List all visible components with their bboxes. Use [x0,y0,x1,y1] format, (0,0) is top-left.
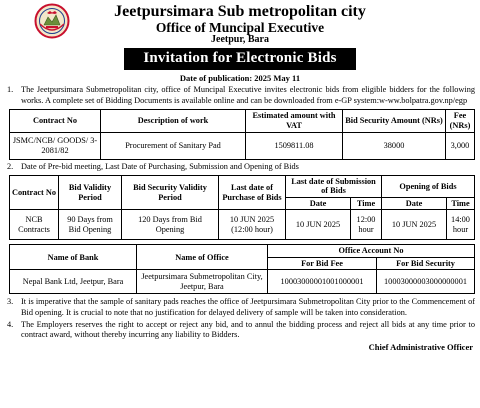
bid-security-cell: 38000 [343,132,446,159]
column-header: Contract No [10,109,101,132]
table-row [10,210,475,240]
paragraph-number: 3. [7,297,14,307]
paragraph-1 [5,85,475,105]
bank-account-table [9,244,475,294]
security-validity-cell: 120 Days from Bid Opening [122,210,219,240]
works-table [9,109,475,160]
fee-account-cell: 10003000001001000001 [268,270,377,294]
schedule-table [9,175,475,241]
paragraph-3 [5,297,475,317]
fee-cell: 3,000 [446,132,475,159]
column-header: Last date of Purchase of Bids [219,175,286,210]
paragraph-number: 4. [7,319,14,329]
submission-time-cell: 12:00 hour [351,210,382,240]
bank-name-cell: Nepal Bank Ltd, Jeetpur, Bara [10,270,137,294]
paragraph-text: The Employers reserves the right to accept or reject any bid, and to annul the bidding process and reject all bids at any time prior to contract award, without thereby incurring any liability to Bidders. [21,319,475,339]
column-header: Fee (NRs) [446,109,475,132]
column-header: For Bid Fee [268,257,377,270]
column-header: Bid Security Amount (NRs) [343,109,446,132]
office-name-cell: Jeetpursimara Submetropolitan City, Jeetpur, Bara [137,270,268,294]
column-header: Name of Bank [10,245,137,270]
opening-date-cell: 10 JUN 2025 [382,210,447,240]
paragraph-text: It is imperative that the sample of sanitary pads reaches the office of Jeetpursimara Submetropolitan City prior to the Commencement of Bid opening. It is crucial to note that no justification for delayed delivery of sample will be taken into consideration. [21,297,475,317]
publication-date: Date of publication: 2025 May 11 [179,73,301,84]
column-header: Office Account No [268,245,475,258]
government-emblem-icon [34,3,70,39]
purchase-date-cell: 10 JUN 2025 (12:00 hour) [219,210,286,240]
column-header: Bid Security Validity Period [122,175,219,210]
paragraph-4 [5,320,475,340]
table-header-row [10,175,475,197]
column-header: Opening of Bids [382,175,475,197]
paragraph-text: The Jeetpursimara Submetropolitan city, office of Muncipal Executive invites electronic bids from eligible bidders for the following works. A complete set of Bidding Documents is available online and can be downloaded from e-GP system:w-ww.bolpatra.gov.np/egp [21,85,475,105]
city-name: Jeetpursimara Sub metropolitan city [114,3,366,20]
opening-time-cell: 14:00 hour [447,210,475,240]
table-row [10,270,475,294]
office-name: Office of Muncipal Executive [155,19,325,35]
estimated-amount-cell: 1509811.08 [246,132,343,159]
paragraph-number: 1. [7,85,14,95]
column-header: Estimated amount with VAT [246,109,343,132]
paragraph-text: Date of Pre-bid meeting, Last Date of Purchasing, Submission and Opening of Bids [21,161,299,171]
contract-type-cell: NCB Contracts [10,210,59,240]
contract-no-cell: JSMC/NCB/ GOODS/ 3-2081/82 [10,132,101,159]
column-header: Time [351,197,382,210]
notice-title-banner: Invitation for Electronic Bids [124,48,356,70]
column-header: Contract No [10,175,59,210]
submission-date-cell: 10 JUN 2025 [286,210,351,240]
paragraph-2 [5,162,475,172]
column-header: Name of Office [137,245,268,270]
column-header: Time [447,197,475,210]
column-header: Last date of Submission of Bids [286,175,382,197]
bid-validity-cell: 90 Days from Bid Opening [59,210,122,240]
office-address: Jeetpur, Bara [211,33,269,45]
description-cell: Procurement of Sanitary Pad [101,132,246,159]
column-header: Bid Validity Period [59,175,122,210]
column-header: Date [382,197,447,210]
table-header-row [10,109,475,132]
column-header: Description of work [101,109,246,132]
column-header: For Bid Security [377,257,475,270]
signatory-title: Chief Administrative Officer [368,341,473,352]
security-account-cell: 10003000003000000001 [377,270,475,294]
table-header-row [10,245,475,258]
letterhead [5,4,475,45]
column-header: Date [286,197,351,210]
table-row [10,132,475,159]
paragraph-number: 2. [7,161,14,171]
